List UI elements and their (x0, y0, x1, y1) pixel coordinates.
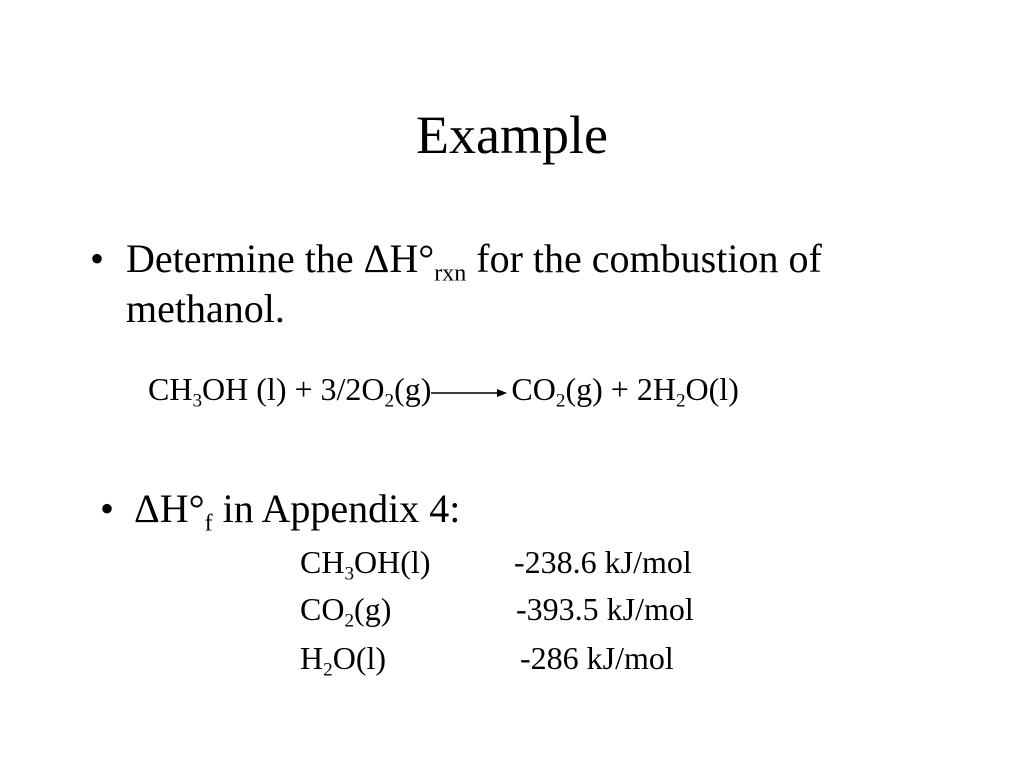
bullet-appendix-text (134, 484, 800, 537)
reactant-oxygen-a: OH (l) + 3/2O (202, 371, 385, 407)
compound-name (300, 638, 387, 681)
compound-name-sub: 3 (344, 563, 355, 585)
enthalpy-value: -286 kJ/mol (520, 640, 674, 676)
bullet-appendix (100, 484, 800, 537)
product-co2-sub: 2 (555, 390, 566, 412)
compound-name-sub: 2 (323, 659, 333, 681)
reactant-methanol-a: CH (148, 371, 193, 407)
combustion-equation (148, 368, 739, 410)
bullet-dot: • (100, 486, 115, 531)
compound-name-sub: 2 (344, 610, 355, 632)
compound-name-b: (g) (354, 591, 392, 627)
compound-name-a: CH (300, 544, 345, 580)
bullet-appendix-suffix: in Appendix 4: (212, 486, 461, 531)
compound-name (300, 542, 431, 585)
slide-title: Example (416, 105, 608, 165)
rxn-subscript: rxn (434, 260, 467, 287)
bullet-determine-text (126, 234, 990, 334)
product-water-a: (g) + 2H (565, 371, 676, 407)
product-co2-a: CO (511, 371, 556, 407)
bullet-determine-prefix: Determine the ΔH° (126, 236, 435, 281)
compound-name-a: CO (300, 591, 345, 627)
bullet-determine-suffix: for the combustion of methanol. (126, 236, 822, 331)
compound-name-b: OH(l) (354, 544, 431, 580)
product-water-state: O(l) (685, 371, 739, 407)
bullet-dot: • (90, 236, 105, 281)
product-water-sub: 2 (675, 390, 686, 412)
reaction-arrow-icon (431, 386, 507, 400)
enthalpy-value: -393.5 kJ/mol (516, 591, 694, 627)
enthalpy-value: -238.6 kJ/mol (514, 544, 692, 580)
f-subscript: f (204, 510, 213, 537)
reactant-methanol-sub: 3 (192, 390, 203, 412)
compound-name-b: O(l) (332, 640, 387, 676)
compound-name (300, 589, 392, 632)
reactant-oxygen-sub: 2 (384, 390, 395, 412)
bullet-appendix-prefix: ΔH° (134, 486, 205, 531)
reactant-oxygen-state: (g) (394, 371, 432, 407)
bullet-determine (90, 234, 990, 334)
compound-name-a: H (300, 640, 324, 676)
